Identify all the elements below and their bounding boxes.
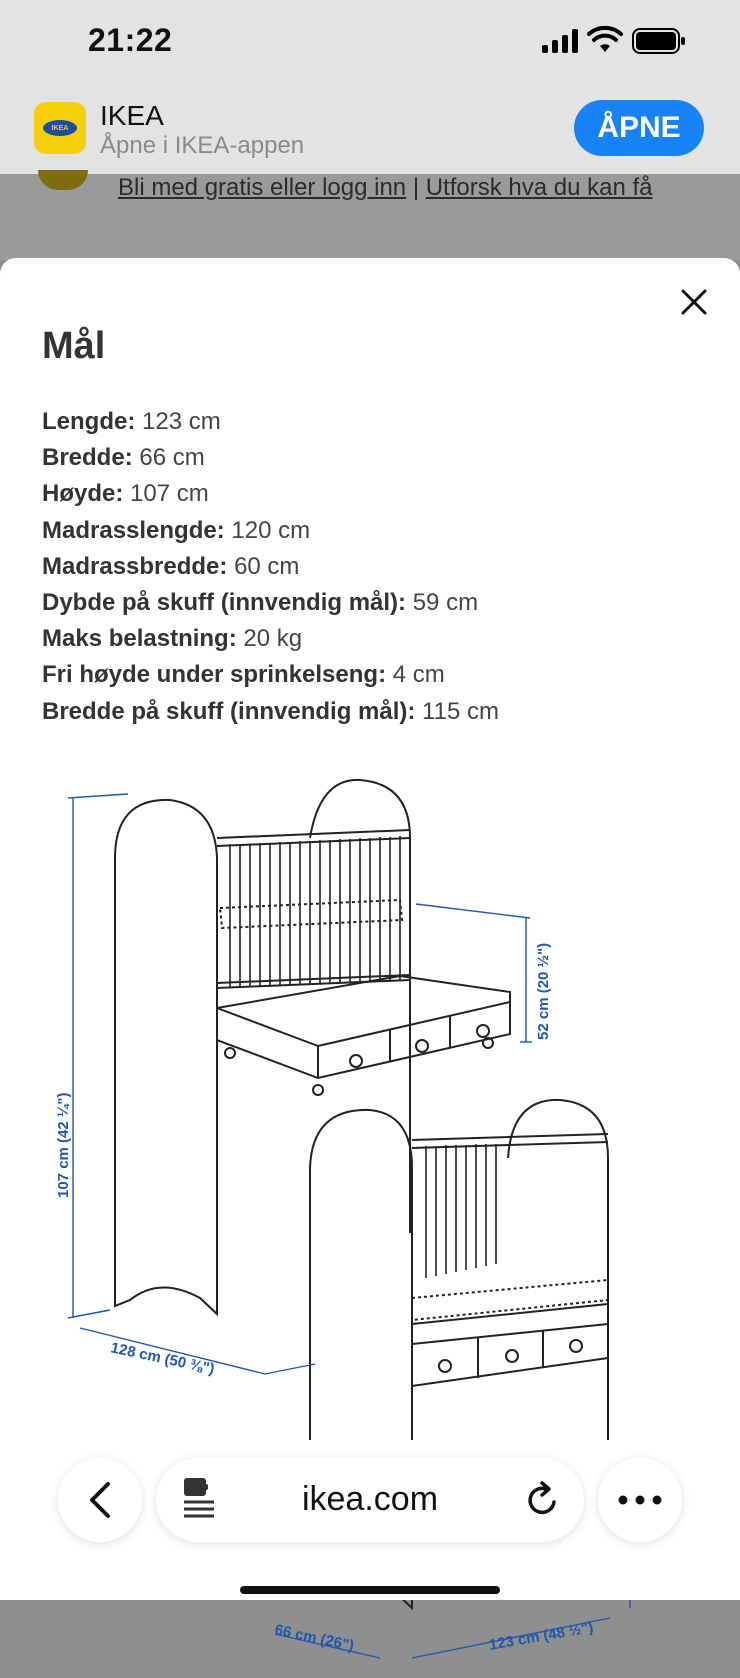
spec-item: Bredde: 66 cm [42,444,205,472]
crib1-slats [230,836,400,988]
dimension-bed-length-label: 123 cm (48 ½") [487,1618,595,1654]
dimension-width-label: 66 cm (26") [273,1621,356,1655]
background-page [0,174,740,260]
dimension-mid-height-label: 52 cm (20 ½") [535,942,552,1040]
open-app-button[interactable]: ÅPNE [574,100,704,156]
status-icons [542,28,686,54]
ikea-logo-icon [34,102,86,154]
back-button[interactable] [58,1458,142,1542]
cellular-signal-icon [542,29,578,53]
spec-item: Madrasslengde: 120 cm [42,516,311,544]
spec-item: Fri høyde under sprinkelseng: 4 cm [42,661,445,689]
join-login-link[interactable]: Bli med gratis eller logg inn [118,174,407,201]
dimension-length-label: 128 cm (50 ⅜") [109,1339,216,1378]
dimension-height-label: 107 cm (42 ¼") [55,1092,72,1198]
crib1-drawer [217,976,510,1078]
wifi-icon [588,28,622,54]
spec-item: Maks belastning: 20 kg [42,625,303,653]
spec-item: Madrassbredde: 60 cm [42,552,300,580]
link-separator: | [412,174,420,201]
spec-item: Bredde på skuff (innvendig mål): 115 cm [42,697,499,725]
address-text[interactable]: ikea.com [301,1480,439,1518]
explore-link[interactable]: Utforsk hva du kan få [425,174,653,201]
browser-toolbar [0,1440,740,1600]
close-icon [681,289,707,315]
app-subtitle: Åpne i IKEA-appen [100,132,305,159]
spec-item: Høyde: 107 cm [42,480,209,508]
app-banner [0,88,740,174]
address-bar[interactable] [156,1458,584,1542]
dimensions-sheet [0,258,740,1655]
more-button[interactable] [598,1458,682,1542]
home-indicator [240,1586,500,1594]
status-bar [0,0,740,88]
crib1-mattress-base [220,900,402,928]
spec-list [42,404,499,730]
chevron-left-icon [86,1480,114,1520]
spec-item: Dybde på skuff (innvendig mål): 59 cm [42,589,479,617]
crib1-end-panel [115,800,217,1314]
section-title: Mål [42,325,106,367]
crib2-slats [426,1144,496,1278]
background-links [118,174,653,202]
battery-icon [632,28,686,54]
close-button[interactable] [672,280,716,324]
more-dots-icon [618,1495,662,1505]
background-badge-icon [38,170,88,190]
reload-icon[interactable] [524,1480,562,1520]
status-time: 21:22 [88,22,173,58]
spec-item: Lengde: 123 cm [42,408,221,435]
app-name: IKEA [100,100,164,131]
ikea-logo-text: IKEA [43,120,77,136]
